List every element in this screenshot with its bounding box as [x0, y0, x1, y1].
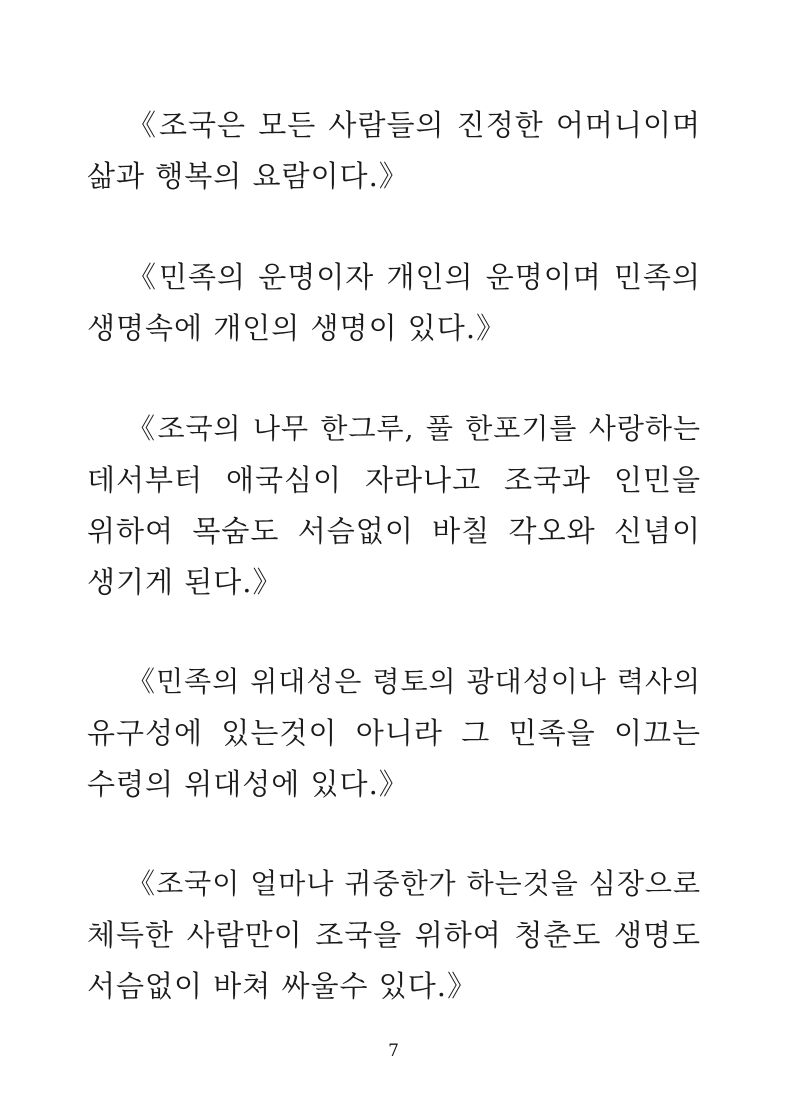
paragraph-line: 서슴없이 바쳐 싸울수 있다.》: [87, 969, 478, 1003]
paragraph-line: 생기게 된다.》: [87, 565, 283, 599]
paragraph-line: 《조국의 나무 한그루, 풀 한포기를 사랑하는: [127, 412, 701, 445]
paragraph-line: 《민족의 운명이자 개인의 운명이며 민족의: [127, 260, 701, 294]
paragraph-line: 《조국은 모든 사람들의 진정한 어머니이며: [127, 108, 701, 142]
paragraph-line: 체득한 사람만이 조국을 위하여 청춘도 생명도: [87, 918, 701, 952]
paragraph-line: 《민족의 위대성은 령토의 광대성이나 력사의: [127, 665, 701, 698]
paragraph-line: 데서부터 애국심이 자라나고 조국과 인민을: [87, 463, 701, 497]
paragraph-line: 《조국이 얼마나 귀중한가 하는것을 심장으로: [127, 867, 701, 900]
paragraph-line: 위하여 목숨도 서슴없이 바칠 각오와 신념이: [87, 514, 701, 548]
paragraph-line: 삶과 행복의 요람이다.》: [87, 159, 409, 193]
paragraph-line: 생명속에 개인의 생명이 있다.》: [87, 311, 507, 345]
paragraph-line: 수령의 위대성에 있다.》: [87, 767, 409, 801]
page-number: 7: [388, 1041, 399, 1061]
paragraph-line: 유구성에 있는것이 아니라 그 민족을 이끄는: [87, 716, 701, 750]
